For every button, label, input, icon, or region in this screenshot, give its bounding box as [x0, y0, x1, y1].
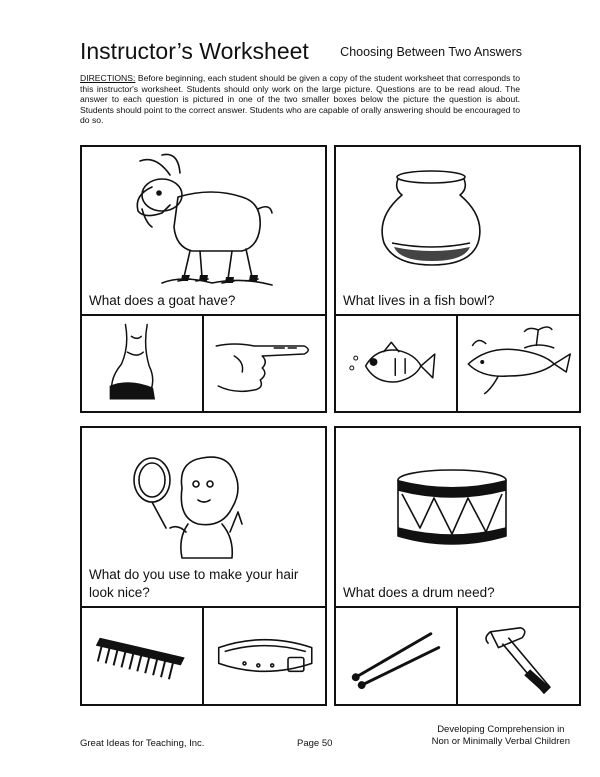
footer-book-line-2: Non or Minimally Verbal Children	[431, 736, 570, 747]
fish-icon	[336, 316, 456, 411]
goat-picture-panel	[82, 147, 325, 316]
answer-option-drumsticks[interactable]	[336, 608, 458, 704]
footer-book-title	[432, 724, 570, 748]
pointing-finger-icon	[204, 316, 326, 411]
comb-icon	[82, 608, 202, 704]
question-text: What lives in a fish bowl?	[343, 293, 495, 308]
directions-label: DIRECTIONS:	[80, 73, 136, 83]
answer-option-belt[interactable]	[204, 608, 326, 704]
answer-option-hoof[interactable]	[82, 316, 204, 411]
question-text: What does a drum need?	[343, 585, 495, 600]
belt-icon	[204, 608, 326, 704]
question-text: What do you use to make your hair look nice?	[89, 567, 299, 600]
fishbowl-picture-panel	[336, 147, 579, 316]
question-text: What does a goat have?	[89, 293, 236, 308]
footer-page-number: Page 50	[297, 738, 333, 749]
whale-icon	[458, 316, 580, 411]
question-card-hair	[80, 426, 327, 706]
question-card-fishbowl	[334, 145, 581, 413]
hammer-icon	[458, 608, 580, 704]
answer-option-whale[interactable]	[458, 316, 580, 411]
worksheet-title: Instructor’s Worksheet	[80, 38, 309, 64]
hair-picture-panel	[82, 428, 325, 608]
directions-text: Before beginning, each student should be given a copy of the student worksheet that corresponds to this instructor's worksheet. Students should only work on the large picture. Questions are to be read aloud. The answer to each question is pictured in one of the two smaller boxes below the picture the question is about. Students should point to the correct answer. Students who are capable of orally answering should be encouraged to do so.	[80, 73, 520, 126]
drumsticks-icon	[336, 608, 456, 704]
drum-picture-panel	[336, 428, 579, 608]
question-card-goat	[80, 145, 327, 413]
goat-illustration	[82, 147, 325, 314]
fish-bowl-illustration	[336, 147, 579, 314]
answer-option-comb[interactable]	[82, 608, 204, 704]
answer-option-hammer[interactable]	[458, 608, 580, 704]
answer-option-fish[interactable]	[336, 316, 458, 411]
worksheet-subtitle: Choosing Between Two Answers	[340, 45, 522, 59]
question-card-drum	[334, 426, 581, 706]
footer-book-line-1: Developing Comprehension in	[437, 724, 565, 735]
drum-illustration	[336, 428, 579, 606]
hoof-icon	[82, 316, 202, 411]
directions	[80, 73, 520, 126]
answer-option-finger[interactable]	[204, 316, 326, 411]
footer-publisher: Great Ideas for Teaching, Inc.	[80, 738, 205, 749]
